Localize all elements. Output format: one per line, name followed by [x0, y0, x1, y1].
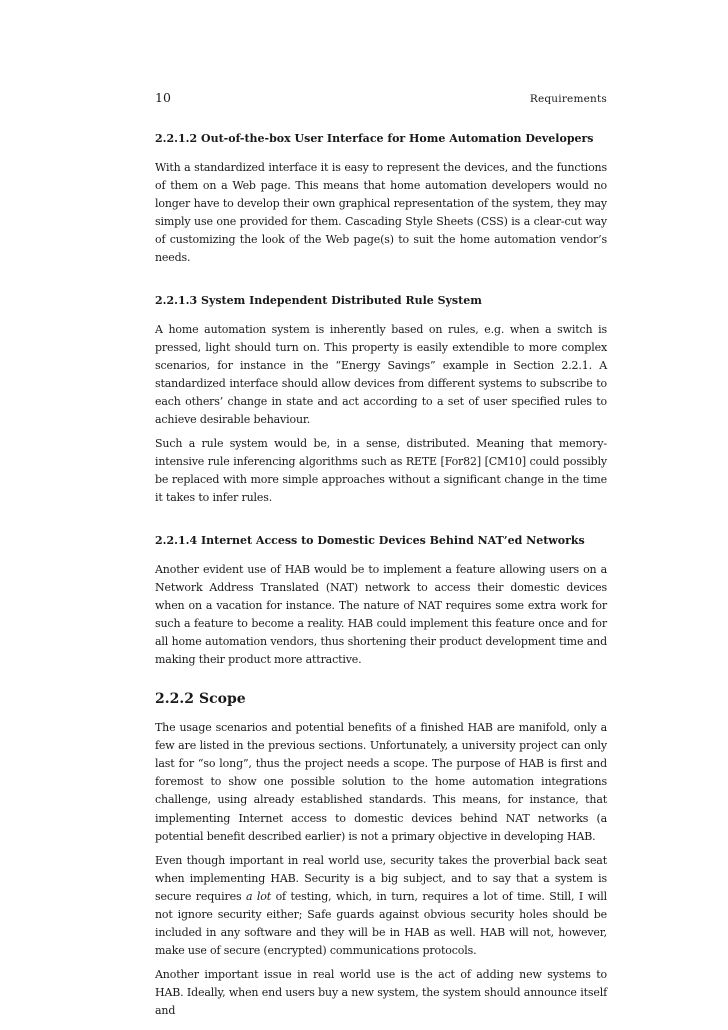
text-run: Even though important in real world use, security takes the proverbial back seat when implementing HAB. Security is a big subject, and to say that a system is secure requires: [155, 853, 607, 903]
paragraph: The usage scenarios and potential benefits of a finished HAB are manifold, only a few are listed in the previous sections. Unfortunately, a university project can only last for “so long”, thus the project needs a scope. The purpose of HAB is first and foremost to show one possible solution to the home automation integrations challenge, using already established standards. This means, for instance, that implementing Internet access to domestic devices behind NAT networks (a potential benefit described earlier) is not a primary objective in developing HAB.: [155, 721, 607, 843]
section-title: Scope: [199, 691, 246, 708]
subsection-number: 2.2.1.4: [155, 533, 198, 547]
running-header: [155, 90, 607, 110]
paragraph: [155, 852, 607, 961]
subsection-title: Internet Access to Domestic Devices Behind NAT’ed Networks: [201, 533, 585, 547]
emphasis-text: a lot: [245, 889, 272, 903]
subsection-title: System Independent Distributed Rule System: [201, 293, 482, 307]
running-title: Requirements: [529, 93, 607, 105]
section-number: 2.2.2: [155, 691, 194, 708]
subsection-number: 2.2.1.3: [155, 293, 198, 307]
paragraph: With a standardized interface it is easy to represent the devices, and the functions of them on a Web page. This means that home automation developers would no longer have to develop their own graphical representation of the system, they may simply use one provided for them. Cascading Style Sheets (CSS) is a clear-cut way of customizing the look of the Web page(s) to suit the home automation vendor’s needs.: [155, 161, 607, 265]
subsection-title: Out-of-the-box User Interface for Home Automation Developers: [201, 132, 594, 145]
section-heading-222: [155, 691, 607, 707]
subsection-heading-2213: [155, 294, 607, 307]
text-run: of testing, which, in turn, requires a lot of time. Still, I will not ignore security either; Safe guards against obvious security holes should be included in any software and they will be in HAB as well. HAB will not, however, make use of secure (encrypted) communications protocols.: [155, 889, 607, 958]
paragraph: Another important issue in real world use is the act of adding new systems to HAB. Ideally, when end users buy a new system, the system should announce itself and: [155, 968, 607, 1018]
paragraph: Such a rule system would be, in a sense, distributed. Meaning that memory-intensive rule inferencing algorithms such as RETE [For82] [CM10] could possibly be replaced with more simple approaches without a significant change in the time it takes to infer rules.: [155, 437, 607, 505]
subsection-heading-2212: [155, 132, 607, 145]
subsection-number: 2.2.1.2: [155, 132, 198, 145]
paragraph: Another evident use of HAB would be to implement a feature allowing users on a Network Address Translated (NAT) network to access their domestic devices when on a vacation for instance. The nature of NAT requires some extra work for such a feature to become a reality. HAB could implement this feature once and for all home automation vendors, thus shortening their product development time and making their product more attractive.: [155, 562, 607, 666]
page-number: 10: [155, 90, 171, 105]
paragraph: A home automation system is inherently based on rules, e.g. when a switch is pressed, light should turn on. This property is easily extendible to more complex scenarios, for instance in the “Energy Savings” example in Section 2.2.1. A standardized interface should allow devices from different systems to subscribe to each others’ change in state and act according to a set of user specified rules to achieve desirable behaviour.: [155, 322, 607, 427]
subsection-heading-2214: [155, 534, 607, 547]
document-page: [155, 90, 607, 1027]
